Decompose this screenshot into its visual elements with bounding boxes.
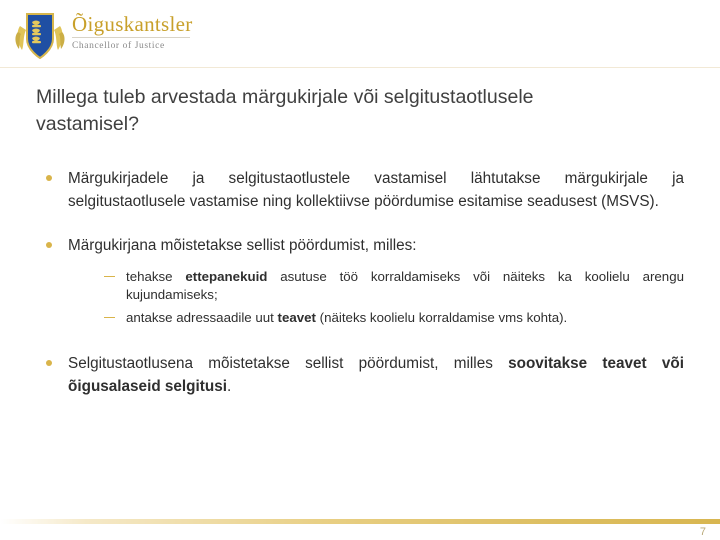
bullet-text-post: . <box>226 377 232 395</box>
sub-bullet-item <box>104 268 684 305</box>
sub-bullet-text-post: (näiteks koolielu korraldamise vms kohta). <box>315 309 568 325</box>
brand-title: Õiguskantsler <box>72 12 193 36</box>
sub-bullet-list <box>104 268 684 328</box>
estonia-coat-of-arms-icon <box>14 6 66 64</box>
bullet-dot-icon <box>46 360 52 366</box>
bullet-text: Märgukirjadele ja selgitustaotlustele vastamisel lähtutakse märgukirjale ja selgitustaotlusele vastamise ning kollektiivse pöördumise esitamise seadusest (MSVS). <box>68 170 684 210</box>
page-number: 7 <box>699 526 706 538</box>
slide-body <box>0 68 720 518</box>
page-title: Millega tuleb arvestada märgukirjale või selgitustaotlusele vastamisel? <box>36 86 534 135</box>
footer-accent-bar <box>0 519 720 524</box>
brand-subtitle: Chancellor of Justice <box>72 41 165 51</box>
bullet-text: Märgukirjana mõistetakse sellist pöördumist, milles: <box>68 237 417 254</box>
bullet-text-pre: Selgitustaotlusena mõistetakse sellist pöördumist, milles <box>68 355 509 372</box>
sub-bullet-item <box>104 309 684 328</box>
sub-bullet-text-bold: ettepanekuid <box>185 268 268 284</box>
bullet-dot-icon <box>46 242 52 248</box>
slide-content <box>36 168 684 420</box>
dash-icon <box>104 317 115 319</box>
bullet-item <box>36 353 684 398</box>
bullet-text-bold: soovitakse teavet või õigusalaseid selgitusi <box>68 355 684 395</box>
bullet-dot-icon <box>46 175 52 181</box>
sub-bullet-text-pre: tehakse <box>126 268 186 284</box>
brand-divider <box>72 37 190 38</box>
sub-bullet-text-bold: teavet <box>277 309 316 325</box>
brand-block <box>72 12 193 52</box>
bullet-item <box>36 168 684 213</box>
bullet-item <box>36 235 684 327</box>
sub-bullet-text-post: asutuse töö korraldamiseks või näiteks ka koolielu arengu kujundamiseks; <box>126 268 684 302</box>
slide-header <box>0 0 720 68</box>
sub-bullet-text-pre: antakse adressaadile uut <box>126 309 278 325</box>
dash-icon <box>104 276 115 278</box>
